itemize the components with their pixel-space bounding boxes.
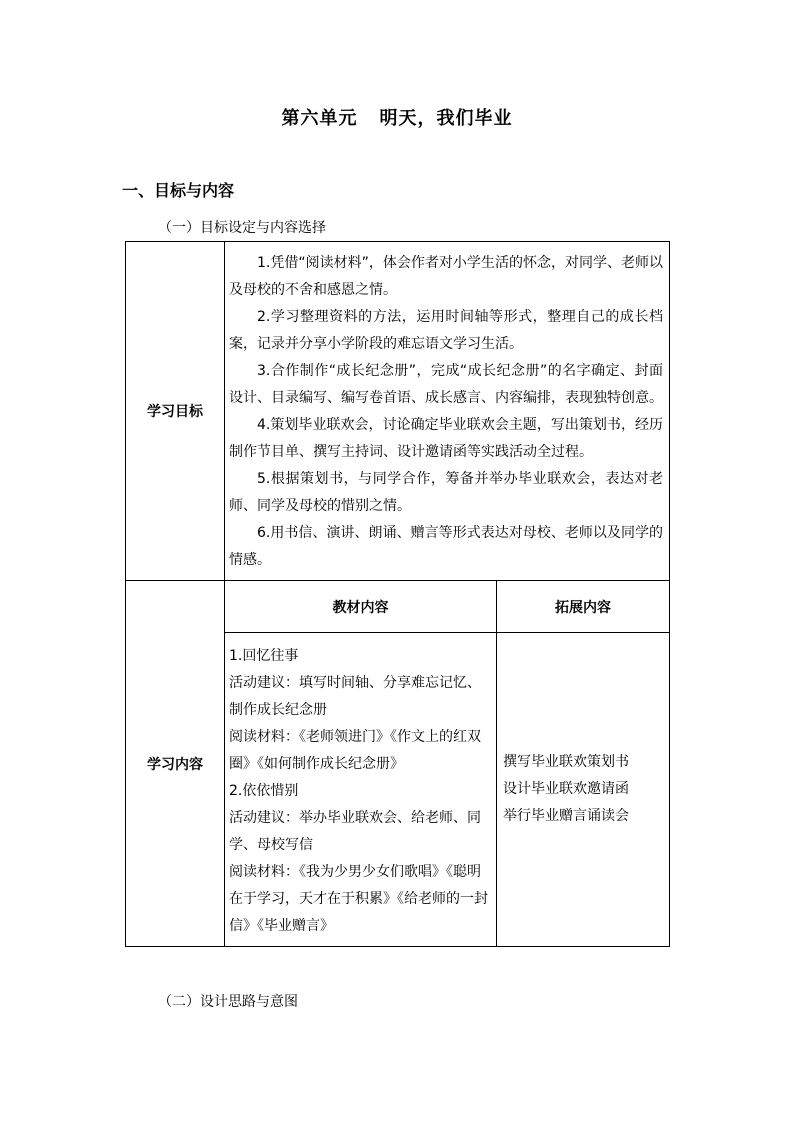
goals-label-cell: 学习目标 [126, 242, 225, 581]
goals-cell [225, 242, 670, 581]
table-row-content-header [126, 581, 670, 633]
extension-line: 举行毕业赠言诵读会 [503, 808, 629, 824]
textbook-line: 阅读材料：《老师领进门》《作文上的红双圈》《如何制作成长纪念册》 [229, 729, 481, 772]
table-row-goals [126, 242, 670, 581]
textbook-line: 活动建议：填写时间轴、分享难忘记忆、制作成长纪念册 [229, 675, 481, 718]
extension-line: 撰写毕业联欢策划书 [503, 754, 629, 770]
goal-item: 6.用书信、演讲、朗诵、赠言等形式表达对母校、老师以及同学的情感。 [229, 525, 663, 568]
goal-item: 3.合作制作“成长纪念册”，完成“成长纪念册”的名字确定、封面设计、目录编写、编写卷首语、成长感言、内容编排，表现独特创意。 [229, 363, 663, 406]
subsection-goal-setting: （一）目标设定与内容选择 [158, 220, 326, 236]
section-heading-goals-content: 一、目标与内容 [122, 181, 235, 200]
goal-item: 2.学习整理资料的方法，运用时间轴等形式，整理自己的成长档案，记录并分享小学阶段的难忘语文学习生活。 [229, 309, 663, 352]
goal-item: 1.凭借“阅读材料”，体会作者对小学生活的怀念，对同学、老师以及母校的不舍和感恩之情。 [229, 255, 663, 298]
textbook-line: 阅读材料：《我为少男少女们歌唱》《聪明在于学习，天才在于积累》《给老师的一封信》《毕业赠言》 [229, 864, 488, 934]
textbook-content-cell [225, 633, 497, 947]
goal-item: 5.根据策划书，与同学合作，筹备并举办毕业联欢会，表达对老师、同学及母校的惜别之情。 [229, 471, 663, 514]
textbook-line: 1.回忆往事 [229, 648, 299, 664]
extension-content-cell [497, 633, 670, 947]
unit-name: 明天，我们毕业 [379, 108, 513, 129]
textbook-line: 2.依依惜别 [229, 783, 299, 799]
textbook-line: 活动建议：举办毕业联欢会、给老师、同学、母校写信 [229, 810, 481, 853]
goals-content-table [125, 241, 670, 947]
page-title [0, 104, 794, 130]
extension-line: 设计毕业联欢邀请函 [503, 781, 629, 797]
extension-content-header: 拓展内容 [497, 581, 670, 633]
content-label-cell: 学习内容 [126, 581, 225, 947]
subsection-design-ideas: （二）设计思路与意图 [158, 994, 298, 1010]
goal-item: 4.策划毕业联欢会，讨论确定毕业联欢会主题，写出策划书，经历制作节目单、撰写主持词、设计邀请函等实践活动全过程。 [229, 417, 663, 460]
textbook-content-header: 教材内容 [225, 581, 497, 633]
unit-number: 第六单元 [281, 108, 358, 129]
